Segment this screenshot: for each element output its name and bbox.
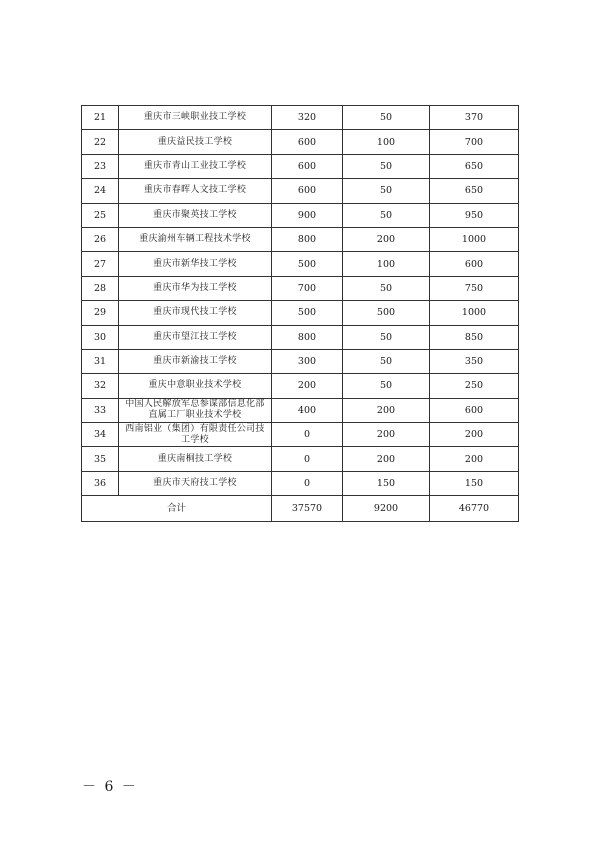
quota-b-cell: 50 [343,276,430,300]
row-number-cell: 33 [82,398,119,422]
quota-total-cell: 850 [430,325,519,349]
school-name-cell: 重庆市新渝技工学校 [119,349,272,373]
quota-a-cell: 200 [272,374,343,398]
row-number-cell: 22 [82,130,119,154]
table-row [82,301,519,325]
school-name-cell: 重庆市聚英技工学校 [119,203,272,227]
quota-b-cell: 100 [343,252,430,276]
row-number-cell: 24 [82,179,119,203]
row-number-cell: 27 [82,252,119,276]
quota-a-cell: 800 [272,325,343,349]
total-quota-sum: 46770 [430,496,519,522]
school-name-cell: 重庆市现代技工学校 [119,301,272,325]
quota-total-cell: 250 [430,374,519,398]
row-number-cell: 31 [82,349,119,373]
row-number-cell: 36 [82,471,119,495]
table-row [82,179,519,203]
table-row [82,130,519,154]
quota-total-cell: 950 [430,203,519,227]
quota-b-cell: 50 [343,349,430,373]
quota-a-cell: 600 [272,154,343,178]
school-name-cell: 重庆市春晖人文技工学校 [119,179,272,203]
school-name-cell: 重庆中意职业技术学校 [119,374,272,398]
quota-total-cell: 200 [430,447,519,471]
quota-total-cell: 750 [430,276,519,300]
row-number-cell: 29 [82,301,119,325]
quota-b-cell: 50 [343,374,430,398]
quota-b-cell: 200 [343,227,430,251]
table-row [82,374,519,398]
quota-total-cell: 600 [430,252,519,276]
quota-b-cell: 50 [343,106,430,130]
quota-a-cell: 0 [272,447,343,471]
quota-a-cell: 500 [272,301,343,325]
quota-b-cell: 50 [343,325,430,349]
row-number-cell: 32 [82,374,119,398]
row-number-cell: 30 [82,325,119,349]
row-number-cell: 28 [82,276,119,300]
quota-total-cell: 650 [430,154,519,178]
page-number: － 6 － [82,779,138,795]
table-row [82,325,519,349]
quota-b-cell: 50 [343,154,430,178]
table-body [82,106,519,522]
school-quota-table [81,105,519,522]
table-row [82,276,519,300]
school-name-cell: 重庆市天府技工学校 [119,471,272,495]
quota-b-cell: 200 [343,423,430,447]
table-row [82,423,519,447]
quota-a-cell: 700 [272,276,343,300]
school-name-cell: 重庆益民技工学校 [119,130,272,154]
table-row [82,447,519,471]
quota-a-cell: 320 [272,106,343,130]
quota-total-cell: 1000 [430,301,519,325]
quota-a-cell: 600 [272,179,343,203]
row-number-cell: 21 [82,106,119,130]
school-name-cell: 重庆市望江技工学校 [119,325,272,349]
quota-total-cell: 150 [430,471,519,495]
table-row [82,471,519,495]
quota-b-cell: 50 [343,179,430,203]
quota-a-cell: 0 [272,423,343,447]
school-name-cell: 重庆市华为技工学校 [119,276,272,300]
quota-b-cell: 100 [343,130,430,154]
quota-total-cell: 370 [430,106,519,130]
school-name-cell: 重庆市三峡职业技工学校 [119,106,272,130]
quota-a-cell: 300 [272,349,343,373]
row-number-cell: 25 [82,203,119,227]
quota-b-cell: 200 [343,398,430,422]
table-row [82,349,519,373]
row-number-cell: 26 [82,227,119,251]
quota-b-cell: 500 [343,301,430,325]
table-row [82,203,519,227]
table-row [82,398,519,422]
total-quota-b: 9200 [343,496,430,522]
total-quota-a: 37570 [272,496,343,522]
quota-total-cell: 650 [430,179,519,203]
quota-a-cell: 900 [272,203,343,227]
total-row [82,496,519,522]
quota-b-cell: 50 [343,203,430,227]
table-row [82,227,519,251]
total-label: 合计 [82,496,272,522]
quota-total-cell: 350 [430,349,519,373]
quota-a-cell: 400 [272,398,343,422]
quota-b-cell: 150 [343,471,430,495]
table-row [82,252,519,276]
quota-total-cell: 200 [430,423,519,447]
quota-a-cell: 600 [272,130,343,154]
quota-b-cell: 200 [343,447,430,471]
table-row [82,106,519,130]
quota-total-cell: 600 [430,398,519,422]
school-name-cell: 重庆南桐技工学校 [119,447,272,471]
quota-a-cell: 0 [272,471,343,495]
row-number-cell: 23 [82,154,119,178]
row-number-cell: 35 [82,447,119,471]
quota-a-cell: 500 [272,252,343,276]
school-name-cell: 西南铝业（集团）有限责任公司技工学校 [119,423,272,447]
quota-a-cell: 800 [272,227,343,251]
quota-total-cell: 700 [430,130,519,154]
school-name-cell: 重庆渝州车辆工程技术学校 [119,227,272,251]
quota-total-cell: 1000 [430,227,519,251]
school-name-cell: 重庆市新华技工学校 [119,252,272,276]
school-name-cell: 中国人民解放军总参谋部信息化部直属工厂职业技术学校 [119,398,272,422]
school-name-cell: 重庆市青山工业技工学校 [119,154,272,178]
row-number-cell: 34 [82,423,119,447]
table-row [82,154,519,178]
